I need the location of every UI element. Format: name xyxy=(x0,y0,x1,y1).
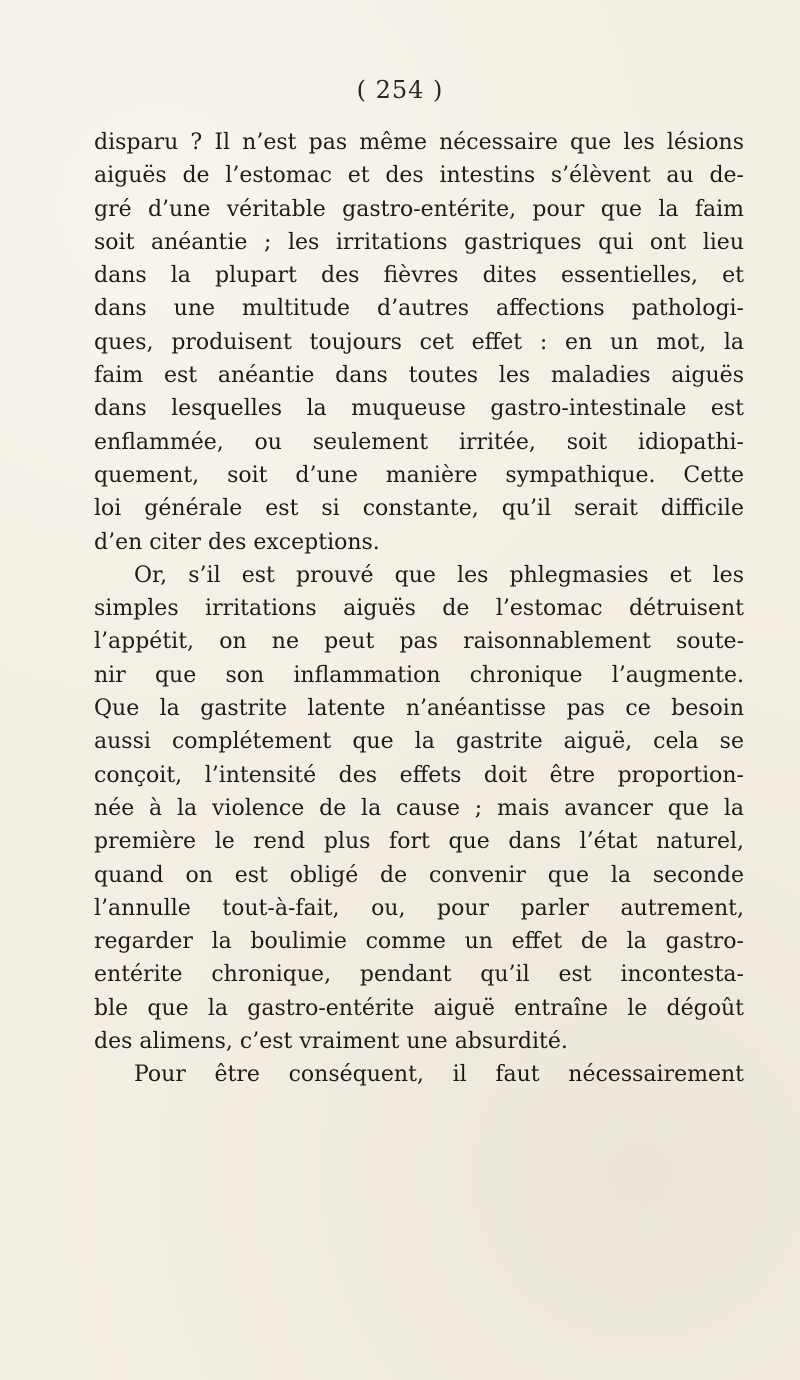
text-line: regarder la boulimie comme un effet de la gastro- xyxy=(94,929,744,955)
text-line: dans une multitude d’autres affections pathologi- xyxy=(94,296,744,322)
text-line: enflammée, ou seulement irritée, soit idiopathi- xyxy=(94,429,744,455)
text-line: soit anéantie ; les irritations gastriques qui ont lieu xyxy=(94,229,744,255)
text-line: quement, soit d’une manière sympathique. Cette xyxy=(94,462,744,488)
text-line: dans lesquelles la muqueuse gastro-intestinale est xyxy=(94,396,744,422)
text-line: ques, produisent toujours cet effet : en un mot, la xyxy=(94,329,744,355)
text-line: dans la plupart des fièvres dites essentielles, et xyxy=(94,263,744,289)
body-text xyxy=(94,126,744,1092)
text-line: née à la violence de la cause ; mais avancer que la xyxy=(94,795,744,821)
text-line: conçoit, l’intensité des effets doit être proportion- xyxy=(94,762,744,788)
text-line: Que la gastrite latente n’anéantisse pas ce besoin xyxy=(94,696,744,722)
text-line: première le rend plus fort que dans l’état naturel, xyxy=(94,829,744,855)
text-line: quand on est obligé de convenir que la seconde xyxy=(94,862,744,888)
text-line: aussi complétement que la gastrite aiguë, cela se xyxy=(94,729,744,755)
page-number: ( 254 ) xyxy=(356,76,444,104)
text-line: simples irritations aiguës de l’estomac détruisent xyxy=(94,596,744,622)
paragraph-end-line: des alimens, c’est vraiment une absurdité. xyxy=(94,1029,568,1055)
text-line: l’appétit, on ne peut pas raisonnablement soute- xyxy=(94,629,744,655)
paragraph-start-line: Or, s’il est prouvé que les phlegmasies et les xyxy=(134,562,744,588)
text-line: disparu ? Il n’est pas même nécessaire que les lésions xyxy=(94,130,744,155)
paragraph-start-line: Pour être conséquent, il faut nécessairement xyxy=(134,1062,744,1088)
text-line: l’annulle tout-à-fait, ou, pour parler autrement, xyxy=(94,895,744,921)
text-line: faim est anéantie dans toutes les maladies aiguës xyxy=(94,363,744,389)
text-line: gré d’une véritable gastro-entérite, pour que la faim xyxy=(94,196,744,222)
text-line: ble que la gastro-entérite aiguë entraîne le dégoût xyxy=(94,995,744,1021)
text-line: entérite chronique, pendant qu’il est incontesta- xyxy=(94,962,744,988)
text-line: loi générale est si constante, qu’il serait difficile xyxy=(94,496,744,522)
paragraph-end-line: d’en citer des exceptions. xyxy=(94,529,380,555)
text-line: nir que son inflammation chronique l’augmente. xyxy=(94,662,744,688)
text-line: aiguës de l’estomac et des intestins s’élèvent au de- xyxy=(94,163,744,189)
